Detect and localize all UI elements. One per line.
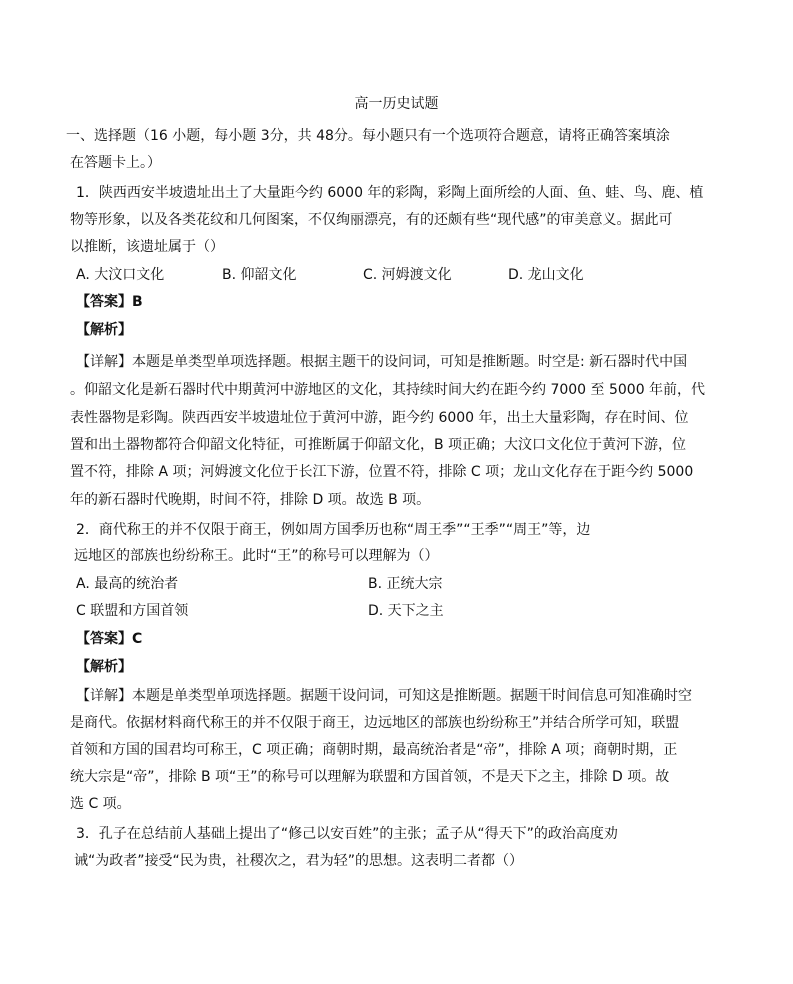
q1-detail-line-1: 【详解】本题是单类型单项选择题。根据主题干的设问词，可知是推断题。时空是: 新石器时代中国 xyxy=(76,354,688,370)
q1-option-a: A. 大汶口文化 xyxy=(76,267,165,283)
q2-stem-line-2: 远地区的部族也纷纷称王。此时“王”的称号可以理解为（） xyxy=(74,548,439,564)
q2-detail-line-2: 是商代。依据材料商代称王的并不仅限于商王，边远地区的部族也纷纷称王”并结合所学可知，联盟 xyxy=(70,715,680,731)
q1-detail-line-4: 置和出土器物都符合仰韶文化特征，可推断属于仰韶文化，B 项正确；大汶口文化位于黄河下游，位 xyxy=(70,437,687,453)
q2-option-a: A. 最高的统治者 xyxy=(76,576,179,592)
q1-answer: 【答案】B xyxy=(76,294,143,310)
q2-detail-line-1: 【详解】本题是单类型单项选择题。据题干设问词，可知这是推断题。据题干时间信息可知准确时空 xyxy=(76,688,692,704)
q1-option-c: C. 河姆渡文化 xyxy=(363,267,452,283)
q1-detail-line-3: 表性器物是彩陶。陕西西安半坡遗址位于黄河中游，距今约 6000 年，出土大量彩陶，存在时间、位 xyxy=(70,410,689,426)
q1-option-d: D. 龙山文化 xyxy=(508,267,584,283)
q2-stem-line-1: 2．商代称王的并不仅限于商王，例如周方国季历也称“周王季”“王季”“周王”等，边 xyxy=(76,522,591,538)
q2-detail-line-3: 首领和方国的国君均可称王，C 项正确；商朝时期，最高统治者是“帝”，排除 A 项；商朝时期，正 xyxy=(70,742,678,758)
q3-stem-line-1: 3．孔子在总结前人基础上提出了“修己以安百姓”的主张；孟子从“得天下”的政治高度劝 xyxy=(76,826,618,842)
q2-analysis-label: 【解析】 xyxy=(76,659,132,675)
q3-stem-line-2: 诫“为政者”接受“民为贵，社稷次之，君为轻”的思想。这表明二者都（） xyxy=(74,853,524,869)
q2-detail-line-5: 选 C 项。 xyxy=(70,796,131,812)
q1-stem-line-3: 以推断，该遗址属于（） xyxy=(70,239,224,255)
q2-option-d: D. 天下之主 xyxy=(368,603,444,619)
q2-answer: 【答案】C xyxy=(76,631,143,647)
q2-detail-line-4: 统大宗是“帝”，排除 B 项“王”的称号可以理解为联盟和方国首领，不是天下之主，排除 D 项。故 xyxy=(70,769,670,785)
q2-option-c: C 联盟和方国首领 xyxy=(76,603,189,619)
q2-option-b: B. 正统大宗 xyxy=(368,576,443,592)
q1-detail-line-6: 年的新石器时代晚期，时间不符，排除 D 项。故选 B 项。 xyxy=(70,492,431,508)
q1-analysis-label: 【解析】 xyxy=(76,322,132,338)
q1-stem-line-1: 1．陕西西安半坡遗址出土了大量距今约 6000 年的彩陶，彩陶上面所绘的人面、鱼、蛙、鸟、鹿、植 xyxy=(76,185,704,201)
q1-option-b: B. 仰韶文化 xyxy=(222,267,297,283)
q1-detail-line-2: 。仰韶文化是新石器时代中期黄河中游地区的文化，其持续时间大约在距今约 7000 至 5000 年前，代 xyxy=(70,382,706,398)
q1-detail-line-5: 置不符，排除 A 项；河姆渡文化位于长江下游，位置不符，排除 C 项；龙山文化存在于距今约 5000 xyxy=(70,464,694,480)
q1-stem-line-2: 物等形象，以及各类花纹和几何图案，不仅绚丽漂亮，有的还颇有些“现代感”的审美意义。据此可 xyxy=(70,212,673,228)
section-header-line-2: 在答题卡上。） xyxy=(70,155,161,171)
section-header-line-1: 一、选择题（16 小题，每小题 3分，共 48分。每小题只有一个选项符合题意，请将正确答案填涂 xyxy=(66,128,670,144)
document-title: 高一历史试题 xyxy=(354,96,439,112)
